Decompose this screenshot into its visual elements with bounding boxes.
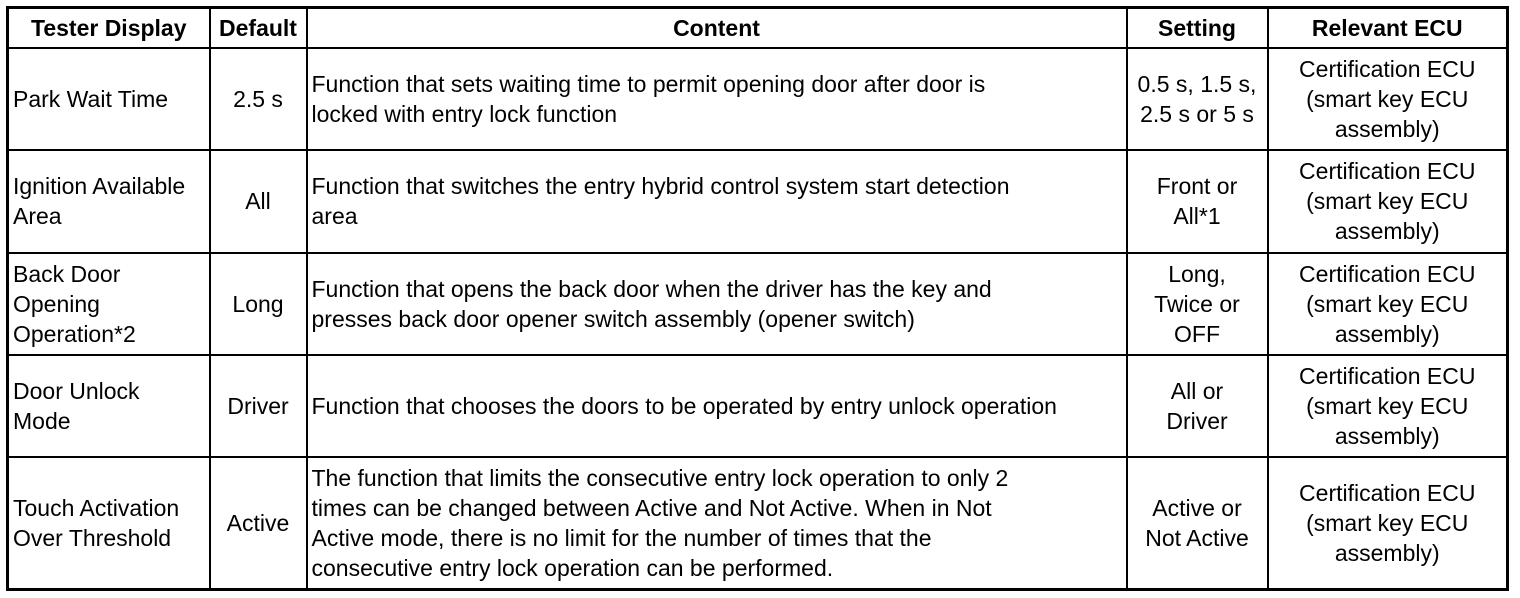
cell-text: Over Threshold <box>13 525 172 552</box>
cell-default: Long <box>210 253 307 355</box>
cell-default: Active <box>210 457 307 589</box>
cell-text: Back Door <box>13 260 121 287</box>
cell-text: Mode <box>13 408 71 435</box>
cell-text: Front or <box>1156 173 1238 200</box>
cell-text: assembly) <box>1334 116 1440 143</box>
customize-parameters-table <box>6 6 1509 591</box>
header-setting: Setting <box>1127 8 1268 49</box>
cell-text: Function that sets waiting time to permit opening door after door is <box>311 71 986 98</box>
cell-text: area <box>311 203 358 230</box>
cell-text: Certification ECU <box>1299 260 1476 287</box>
header-row <box>8 8 1508 49</box>
cell-setting <box>1127 457 1268 589</box>
cell-text: locked with entry lock function <box>311 101 618 128</box>
cell-text: assembly) <box>1334 320 1440 347</box>
cell-tester-display <box>8 48 210 150</box>
customize-parameters-table-container <box>6 6 1506 591</box>
cell-text: (smart key ECU <box>1306 86 1469 113</box>
cell-default: All <box>210 150 307 252</box>
cell-text: (smart key ECU <box>1306 290 1469 317</box>
cell-content <box>307 150 1127 252</box>
cell-text: Certification ECU <box>1299 158 1476 185</box>
cell-text: assembly) <box>1334 218 1440 245</box>
cell-text: Active or <box>1152 495 1242 522</box>
cell-setting <box>1127 355 1268 457</box>
cell-setting <box>1127 253 1268 355</box>
cell-text: Long, <box>1168 260 1226 287</box>
cell-text: Driver <box>1166 408 1228 435</box>
cell-text: All or <box>1170 378 1224 405</box>
cell-text: Operation*2 <box>13 320 136 347</box>
cell-relevant-ecu <box>1268 48 1508 150</box>
cell-text: Certification ECU <box>1299 363 1476 390</box>
cell-text: Touch Activation <box>13 495 180 522</box>
cell-text: times can be changed between Active and Not Active. When in Not <box>311 495 992 522</box>
cell-text: consecutive entry lock operation can be performed. <box>311 555 834 582</box>
cell-tester-display <box>8 457 210 589</box>
cell-tester-display <box>8 253 210 355</box>
cell-tester-display <box>8 355 210 457</box>
header-content: Content <box>307 8 1127 49</box>
cell-text: 0.5 s, 1.5 s, <box>1137 71 1257 98</box>
table-row-ignition-available-area <box>8 150 1508 252</box>
header-tester-display: Tester Display <box>8 8 210 49</box>
cell-text: assembly) <box>1334 540 1440 567</box>
cell-text: Opening <box>13 290 100 317</box>
cell-content <box>307 48 1127 150</box>
cell-relevant-ecu <box>1268 355 1508 457</box>
cell-default: Driver <box>210 355 307 457</box>
cell-relevant-ecu <box>1268 253 1508 355</box>
cell-text: presses back door opener switch assembly (opener switch) <box>311 305 915 332</box>
table-row-touch-activation-over-threshold <box>8 457 1508 589</box>
cell-text: (smart key ECU <box>1306 510 1469 537</box>
cell-content <box>307 253 1127 355</box>
cell-tester-display <box>8 150 210 252</box>
cell-relevant-ecu <box>1268 457 1508 589</box>
cell-content <box>307 355 1127 457</box>
cell-text: Not Active <box>1145 525 1249 552</box>
cell-text: The function that limits the consecutive entry lock operation to only 2 <box>311 465 1009 492</box>
cell-text: OFF <box>1174 320 1220 347</box>
table-row-door-unlock-mode <box>8 355 1508 457</box>
cell-text: All*1 <box>1173 203 1221 230</box>
cell-text: assembly) <box>1334 423 1440 450</box>
cell-setting <box>1127 150 1268 252</box>
header-default: Default <box>210 8 307 49</box>
cell-text: Function that chooses the doors to be operated by entry unlock operation <box>311 393 1057 420</box>
cell-text: Certification ECU <box>1299 56 1476 83</box>
cell-setting <box>1127 48 1268 150</box>
table-row-back-door-opening-operation <box>8 253 1508 355</box>
cell-text: Park Wait Time <box>13 86 169 113</box>
cell-text: (smart key ECU <box>1306 393 1469 420</box>
cell-text: Active mode, there is no limit for the number of times that the <box>311 525 932 552</box>
cell-text: (smart key ECU <box>1306 188 1469 215</box>
cell-text: Function that switches the entry hybrid control system start detection <box>311 173 1010 200</box>
cell-relevant-ecu <box>1268 150 1508 252</box>
cell-text: Twice or <box>1154 290 1240 317</box>
cell-text: Door Unlock <box>13 378 140 405</box>
cell-text: Ignition Available <box>13 173 186 200</box>
cell-text: Function that opens the back door when the driver has the key and <box>311 275 992 302</box>
header-relevant-ecu: Relevant ECU <box>1268 8 1508 49</box>
table-row-park-wait-time <box>8 48 1508 150</box>
cell-text: 2.5 s or 5 s <box>1140 101 1254 128</box>
cell-text: Area <box>13 203 62 230</box>
cell-default: 2.5 s <box>210 48 307 150</box>
cell-content <box>307 457 1127 589</box>
cell-text: Certification ECU <box>1299 480 1476 507</box>
